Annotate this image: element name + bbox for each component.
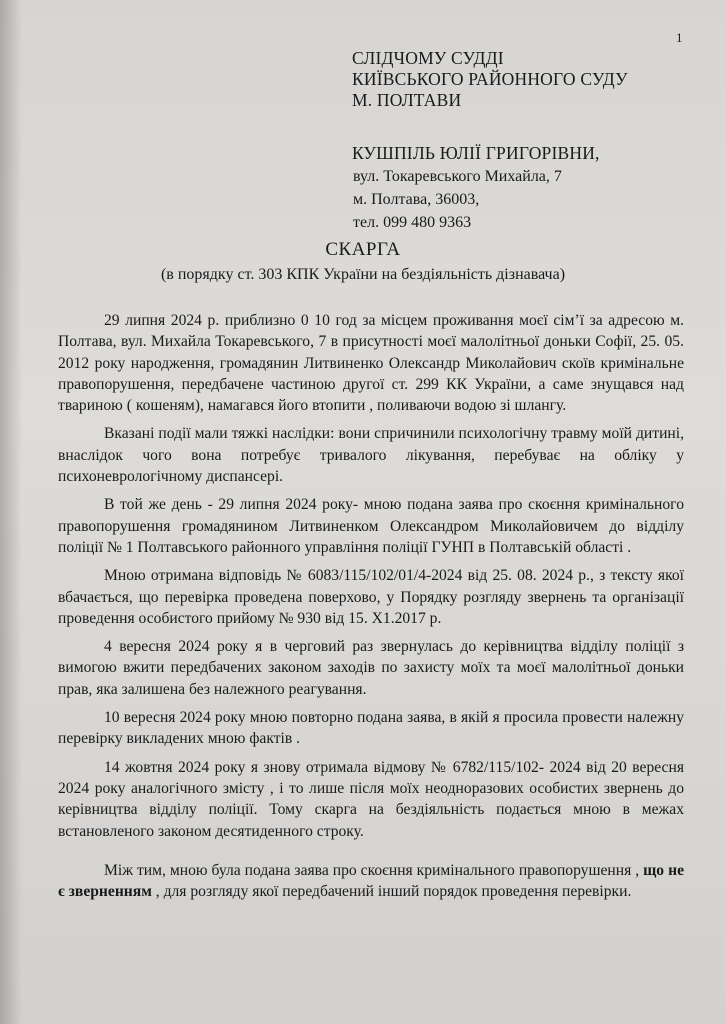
paragraph-5: 4 вересня 2024 року я в черговий раз звернулась до керівництва відділу поліції з вимогою вжити передбачених законом заходів по захисту моїх та моєї малолітньої доньки прав, яка залишена без належного реагування.	[58, 638, 684, 698]
paragraph-1: 29 липня 2024 р. приблизно 0 10 год за місцем проживання моєї сім’ї за адресою м. Полтава, вул. Михайла Токаревського, 7 в присутності моєї малолітньої доньки Софії, 25. 05. 2012 року народження, громадянин Литвиненко Олександр Миколайович скоїв кримінальне правопорушення, передбачене частиною другої ст. 299 КК України, а саме знущався над твариною ( кошеням), намагався його втопити , поливаючи водою зі шлангу.	[58, 312, 684, 415]
document-body	[58, 310, 684, 909]
paragraph-8-part-1: Між тим, мною була подана заява про скоєння кримінального правопорушення ,	[104, 861, 640, 879]
document-subtitle: (в порядку ст. 303 КПК України на бездіяльність дізнавача)	[160, 266, 566, 283]
sender-name: КУШПІЛЬ ЮЛІЇ ГРИГОРІВНИ,	[352, 143, 600, 163]
paragraph-2: Вказані події мали тяжкі наслідки: вони спричинили психологічну травму моїй дитині, внаслідок чого вона потребує тривалого лікування, перебуває на обліку у психоневрологічному диспансері.	[58, 425, 684, 486]
sender-block	[352, 142, 600, 234]
paragraph-8	[58, 860, 684, 903]
sender-street: вул. Токаревського Михайла, 7	[353, 168, 562, 185]
document-title: СКАРГА	[325, 239, 401, 260]
paragraph-8-part-2: , для розгляду якої передбачений інший порядок проведення перевірки.	[155, 883, 632, 901]
paragraph-8-emphasis: що не є зверненням	[58, 861, 684, 901]
page-edge-shadow	[0, 0, 22, 1024]
addressee-line-1: СЛІДЧОМУ СУДДІ	[352, 48, 504, 68]
addressee-line-2: КИЇВСЬКОГО РАЙОННОГО СУДУ	[352, 69, 628, 89]
paragraph-4: Мною отримана відповідь № 6083/115/102/01/4-2024 від 25. 08. 2024 р., з тексту якої вбачається, що перевірка проведена поверхово, у Порядку розгляду звернень та організації проведення особистого прийому № 930 від 15. Х1.2017 р.	[58, 567, 684, 627]
page-number: 1	[676, 30, 683, 45]
addressee-block	[352, 48, 628, 111]
paragraph-6: 10 вересня 2024 року мною повторно подана заява, в якій я просила провести належну перевірку викладених мною фактів .	[58, 709, 684, 748]
paragraph-3: В той же день - 29 липня 2024 року- мною подана заява про скоєння кримінального правопорушення громадянином Литвиненком Олександром Миколайовичем до відділу поліції № 1 Полтавського районного управління поліції ГУНП в Полтавській області .	[58, 496, 684, 556]
addressee-line-3: М. ПОЛТАВИ	[352, 90, 462, 110]
paragraph-7: 14 жовтня 2024 року я знову отримала відмову № 6782/115/102- 2024 від 20 вересня 2024 року аналогічного змісту , і то лише після моїх неодноразових особистих звернень до керівництва відділу поліції. Тому скарга на бездіяльність подається мною в межах встановленого законом десятиденного строку.	[58, 758, 684, 840]
sender-city: м. Полтава, 36003,	[353, 191, 480, 208]
sender-phone: тел. 099 480 9363	[353, 214, 472, 231]
